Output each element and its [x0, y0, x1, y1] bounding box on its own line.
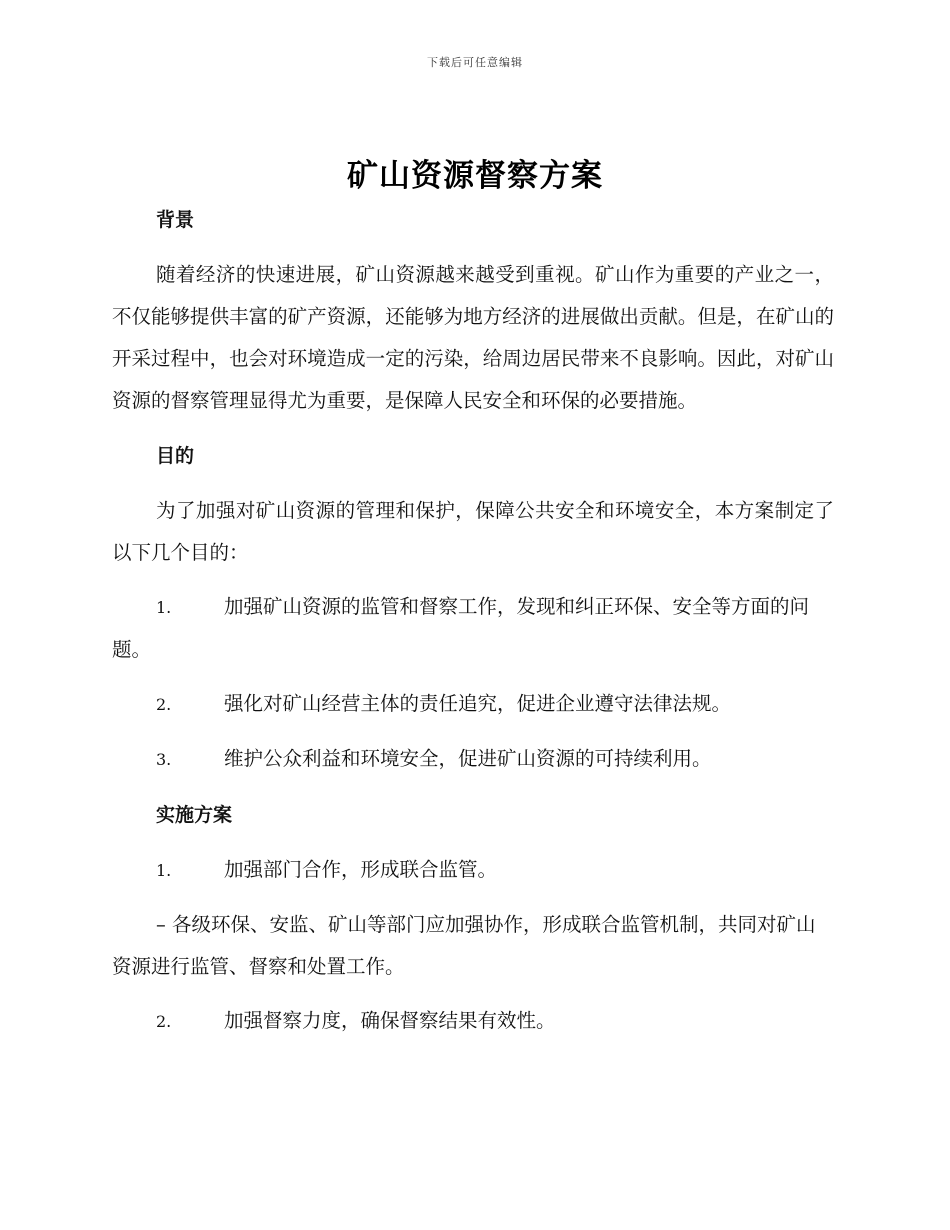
purpose-paragraph: 为了加强对矿山资源的管理和保护，保障公共安全和环境安全，本方案制定了以下几个目的：	[112, 499, 834, 564]
list-number: 2.	[156, 695, 172, 714]
list-text: 强化对矿山经营主体的责任追究，促进企业遵守法律法规。	[224, 692, 732, 715]
section-heading-implementation: 实施方案	[156, 804, 233, 826]
list-text: 维护公众利益和环境安全，促进矿山资源的可持续利用。	[224, 747, 712, 770]
background-paragraph: 随着经济的快速进展，矿山资源越来越受到重视。矿山作为重要的产业之一，不仅能够提供丰富的矿产资源，还能够为地方经济的进展做出贡献。但是，在矿山的开采过程中，也会对环境造成一定的污染，给周边居民带来不良影响。因此，对矿山资源的督察管理显得尤为重要，是保障人民安全和环保的必要措施。	[112, 263, 834, 412]
list-number: 1.	[156, 598, 172, 617]
list-number: 3.	[156, 750, 172, 769]
document-body	[112, 198, 834, 1055]
section-heading-background: 背景	[156, 209, 195, 231]
implementation-item-1	[112, 849, 834, 892]
purpose-item-1	[112, 586, 834, 671]
implementation-item-1-detail: – 各级环保、安监、矿山等部门应加强协作，形成联合监管机制，共同对矿山资源进行监管、督察和处置工作。	[112, 913, 816, 978]
purpose-item-2	[112, 683, 834, 726]
purpose-item-3	[112, 738, 834, 781]
list-text: 加强督察力度，确保督察结果有效性。	[224, 1009, 556, 1032]
list-number: 1.	[156, 861, 172, 880]
document-title: 矿山资源督察方案	[347, 158, 603, 194]
list-text: 加强部门合作，形成联合监管。	[224, 858, 498, 881]
list-text: 加强矿山资源的监管和督察工作，发现和纠正环保、安全等方面的问题。	[112, 595, 810, 661]
list-number: 2.	[156, 1012, 172, 1031]
implementation-item-2	[112, 1000, 834, 1043]
section-heading-purpose: 目的	[156, 445, 195, 467]
header-note: 下载后可任意编辑	[427, 56, 523, 69]
